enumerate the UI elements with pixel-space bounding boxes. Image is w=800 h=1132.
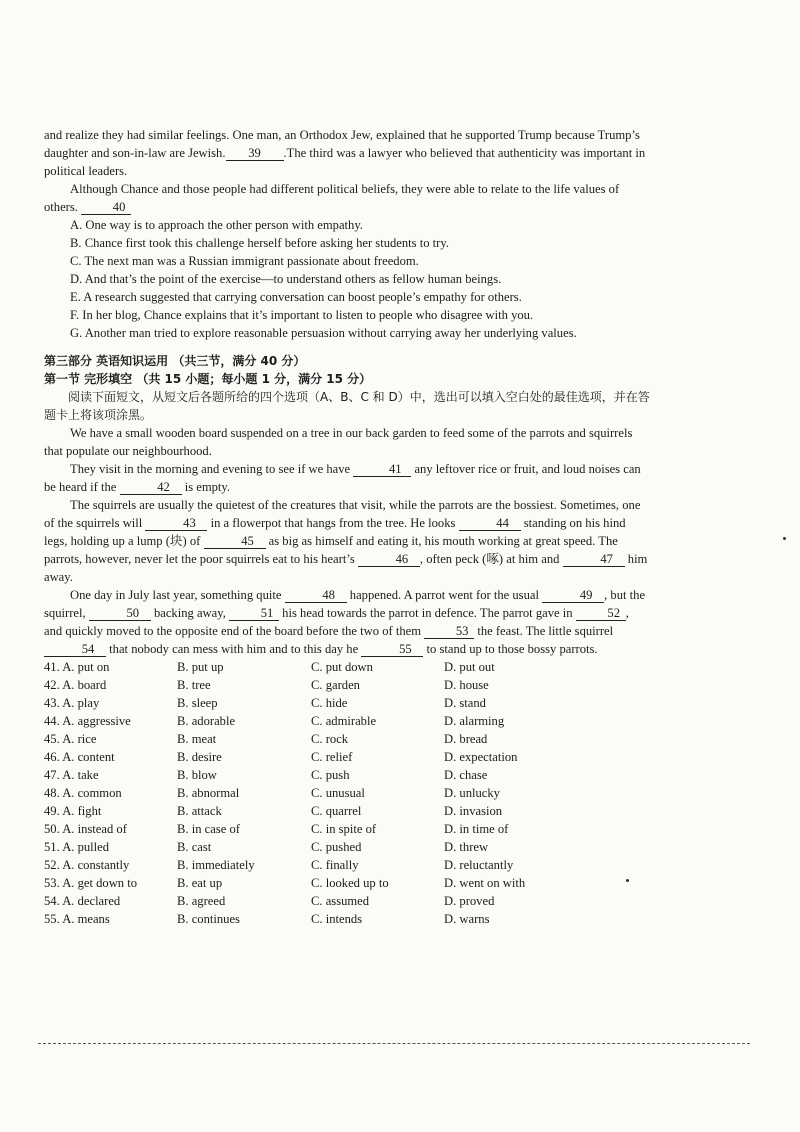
blank-45[interactable]: 45 xyxy=(204,534,266,549)
question-row xyxy=(44,694,594,712)
choice-a[interactable]: 46. A. content xyxy=(44,750,115,764)
blank-52[interactable]: 52 xyxy=(576,606,626,621)
cloze-paragraph-3: The squirrels are usually the quietest of the creatures that visit, while the parrots are the bossiest. Sometimes, one of the squirrels will 43 in a flowerpot that hangs from the tree. He looks 44 standing on his hind legs, holding up a lump (块) of 45 as big as himself and eating it, his mouth working at great speed. The parrots, however, never let the poor squirrels eat to his heart’s 46 , often peck (啄) at him and 47 him away. xyxy=(44,498,648,584)
section1-title: 第一节 完形填空 （共 15 小题；每小题 1 分，满分 15 分） xyxy=(44,372,372,386)
choice-b[interactable]: B. meat xyxy=(177,732,217,746)
option-b: B. Chance first took this challenge herself before asking her students to try. xyxy=(70,236,449,250)
choice-a[interactable]: 50. A. instead of xyxy=(44,822,127,836)
blank-41[interactable]: 41 xyxy=(353,462,411,477)
choice-d[interactable]: D. threw xyxy=(444,840,489,854)
choice-c[interactable]: C. rock xyxy=(311,732,349,746)
question-row xyxy=(44,838,594,856)
choice-b[interactable]: B. continues xyxy=(177,912,240,926)
choice-b[interactable]: B. agreed xyxy=(177,894,226,908)
cloze-paragraph-2: They visit in the morning and evening to see if we have 41 any leftover rice or fruit, and loud noises can be heard if the 42 is empty. xyxy=(44,462,641,494)
choice-d[interactable]: D. in time of xyxy=(444,822,509,836)
question-row xyxy=(44,784,594,802)
blank-53[interactable]: 53 xyxy=(424,624,474,639)
choice-c[interactable]: C. finally xyxy=(311,858,359,872)
choice-d[interactable]: D. invasion xyxy=(444,804,503,818)
choice-d[interactable]: D. expectation xyxy=(444,750,518,764)
choice-d[interactable]: D. unlucky xyxy=(444,786,500,800)
blank-47[interactable]: 47 xyxy=(563,552,625,567)
choice-c[interactable]: C. pushed xyxy=(311,840,362,854)
choice-c[interactable]: C. push xyxy=(311,768,350,782)
choice-d[interactable]: D. warns xyxy=(444,912,490,926)
choice-b[interactable]: B. tree xyxy=(177,678,211,692)
blank-48[interactable]: 48 xyxy=(285,588,347,603)
option-a: A. One way is to approach the other person with empathy. xyxy=(70,218,363,232)
choice-b[interactable]: B. attack xyxy=(177,804,222,818)
choice-d[interactable]: D. alarming xyxy=(444,714,505,728)
seven-choice-options xyxy=(44,216,650,342)
passage-paragraph: and realize they had similar feelings. One man, an Orthodox Jew, explained that he supported Trump because Trump’s daughter and son-in-law are Jewish. 39 .The third was a lawyer who believed that authenticity was important in political leaders. xyxy=(44,128,646,178)
choice-b[interactable]: B. abnormal xyxy=(177,786,240,800)
choice-c[interactable]: C. put down xyxy=(311,660,373,674)
choice-c[interactable]: C. garden xyxy=(311,678,360,692)
choice-c[interactable]: C. quarrel xyxy=(311,804,362,818)
choice-c[interactable]: C. hide xyxy=(311,696,348,710)
question-row xyxy=(44,748,594,766)
choice-c[interactable]: C. admirable xyxy=(311,714,377,728)
choice-c[interactable]: C. in spite of xyxy=(311,822,377,836)
choice-c[interactable]: C. relief xyxy=(311,750,353,764)
choice-a[interactable]: 42. A. board xyxy=(44,678,107,692)
choice-a[interactable]: 43. A. play xyxy=(44,696,100,710)
choice-a[interactable]: 47. A. take xyxy=(44,768,99,782)
question-row xyxy=(44,802,594,820)
option-f: F. In her blog, Chance explains that it’s important to listen to people who disagree with you. xyxy=(70,308,534,322)
question-row xyxy=(44,874,594,892)
choice-d[interactable]: D. chase xyxy=(444,768,488,782)
cloze-paragraph-4: One day in July last year, something quite 48 happened. A parrot went for the usual 49 , but the squirrel, 50 backing away, 51 his head towards the parrot in defence. The parrot gave in 52 , and quickly moved to the opposite end of the board before the two of them 53 the feast. The little squirrel 54 that nobody can mess with him and to this day he 55 to stand up to those bossy parrots. xyxy=(44,588,646,656)
choice-a[interactable]: 54. A. declared xyxy=(44,894,121,908)
choice-c[interactable]: C. assumed xyxy=(311,894,370,908)
question-row xyxy=(44,712,594,730)
question-row xyxy=(44,820,594,838)
choice-a[interactable]: 51. A. pulled xyxy=(44,840,110,854)
choice-b[interactable]: B. put up xyxy=(177,660,224,674)
choice-a[interactable]: 48. A. common xyxy=(44,786,122,800)
blank-49[interactable]: 49 xyxy=(542,588,604,603)
choice-b[interactable]: B. eat up xyxy=(177,876,223,890)
exam-page xyxy=(44,126,650,928)
choice-a[interactable]: 44. A. aggressive xyxy=(44,714,131,728)
choice-a[interactable]: 45. A. rice xyxy=(44,732,97,746)
choice-b[interactable]: B. immediately xyxy=(177,858,255,872)
choice-d[interactable]: D. stand xyxy=(444,696,486,710)
choice-d[interactable]: D. house xyxy=(444,678,489,692)
choice-b[interactable]: B. in case of xyxy=(177,822,240,836)
scan-speck xyxy=(626,879,629,882)
blank-46[interactable]: 46 xyxy=(358,552,420,567)
passage-paragraph: Although Chance and those people had different political beliefs, they were able to relate to the life values of others. 40 xyxy=(44,182,620,214)
choices-table xyxy=(44,658,594,928)
option-d: D. And that’s the point of the exercise—to understand others as fellow human beings. xyxy=(70,272,502,286)
choice-d[interactable]: D. reluctantly xyxy=(444,858,514,872)
blank-54[interactable]: 54 xyxy=(44,642,106,657)
choice-d[interactable]: D. put out xyxy=(444,660,495,674)
footer-divider xyxy=(38,1043,750,1045)
blank-43[interactable]: 43 xyxy=(145,516,207,531)
question-row xyxy=(44,910,594,928)
blank-50[interactable]: 50 xyxy=(89,606,151,621)
choice-b[interactable]: B. adorable xyxy=(177,714,236,728)
blank-40[interactable]: 40 xyxy=(81,200,131,215)
question-row xyxy=(44,856,594,874)
choice-a[interactable]: 55. A. means xyxy=(44,912,110,926)
instructions: 阅读下面短文，从短文后各题所给的四个选项（A、B、C 和 D）中，选出可以填入空白处的最佳选项，并在答题卡上将该项涂黑。 xyxy=(44,390,650,422)
option-g: G. Another man tried to explore reasonable persuasion without carrying away her underlying values. xyxy=(70,326,577,340)
choice-a[interactable]: 41. A. put on xyxy=(44,660,110,674)
option-c: C. The next man was a Russian immigrant passionate about freedom. xyxy=(70,254,419,268)
choice-b[interactable]: B. blow xyxy=(177,768,217,782)
blank-42[interactable]: 42 xyxy=(120,480,182,495)
blank-39[interactable]: 39 xyxy=(226,146,284,161)
choice-a[interactable]: 53. A. get down to xyxy=(44,876,138,890)
choice-a[interactable]: 49. A. fight xyxy=(44,804,102,818)
choice-b[interactable]: B. sleep xyxy=(177,696,218,710)
scan-speck xyxy=(783,537,786,540)
choice-d[interactable]: D. went on with xyxy=(444,876,526,890)
choice-b[interactable]: B. desire xyxy=(177,750,222,764)
choice-a[interactable]: 52. A. constantly xyxy=(44,858,130,872)
choice-c[interactable]: C. intends xyxy=(311,912,363,926)
cloze-paragraph-1: We have a small wooden board suspended on a tree in our back garden to feed some of the parrots and squirrels that populate our neighbourhood. xyxy=(44,426,633,458)
part3-title: 第三部分 英语知识运用 （共三节，满分 40 分） xyxy=(44,354,306,368)
blank-51[interactable]: 51 xyxy=(229,606,279,621)
cloze-passage xyxy=(44,424,650,658)
choice-b[interactable]: B. cast xyxy=(177,840,212,854)
question-row xyxy=(44,658,594,676)
choice-d[interactable]: D. bread xyxy=(444,732,488,746)
question-row xyxy=(44,766,594,784)
blank-44[interactable]: 44 xyxy=(459,516,521,531)
blank-55[interactable]: 55 xyxy=(361,642,423,657)
choice-c[interactable]: C. looked up to xyxy=(311,876,389,890)
question-row xyxy=(44,892,594,910)
question-row xyxy=(44,730,594,748)
question-row xyxy=(44,676,594,694)
choice-c[interactable]: C. unusual xyxy=(311,786,365,800)
choice-d[interactable]: D. proved xyxy=(444,894,495,908)
option-e: E. A research suggested that carrying conversation can boost people’s empathy for others. xyxy=(70,290,522,304)
